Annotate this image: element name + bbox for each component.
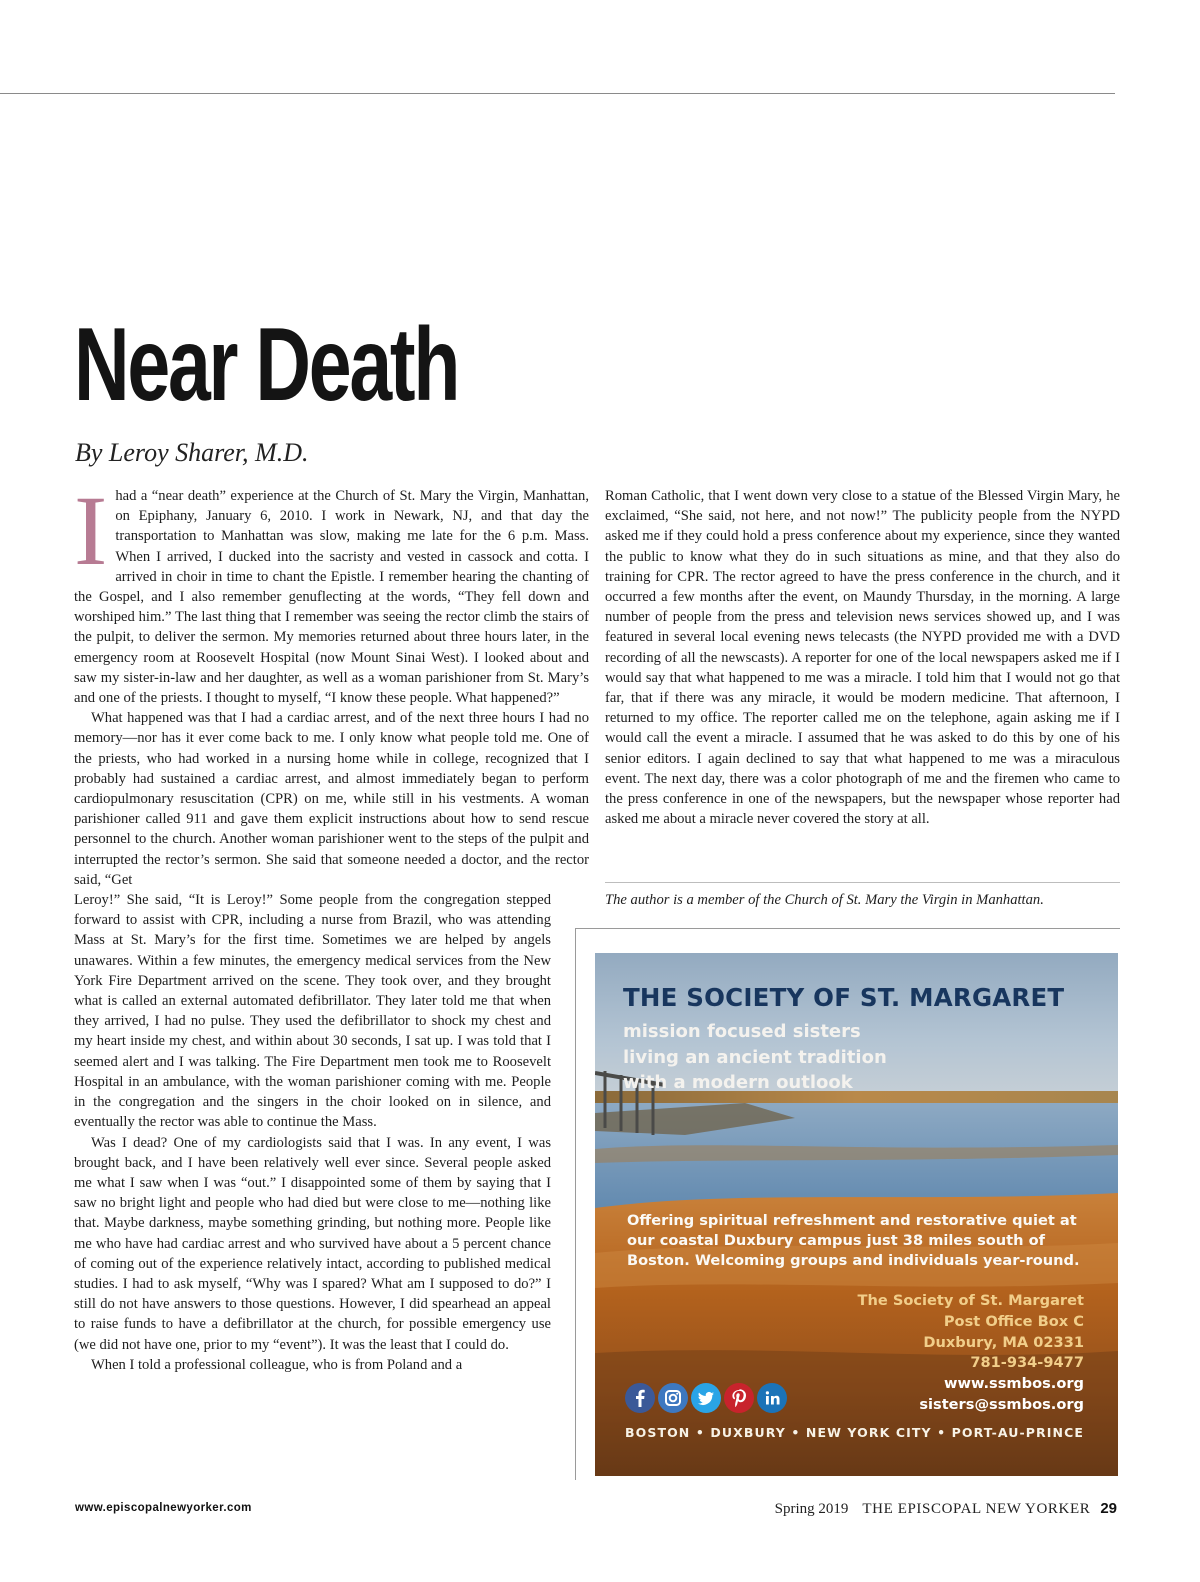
ad-tagline-line: mission focused sisters xyxy=(623,1021,861,1042)
author-note: The author is a member of the Church of St. Mary the Virgin in Manhattan. xyxy=(605,892,1044,908)
footer-issue: Spring 2019 xyxy=(774,1501,849,1517)
ad-locations: BOSTON • DUXBURY • NEW YORK CITY • PORT-AU-PRINCE xyxy=(625,1425,1084,1440)
society-advertisement[interactable] xyxy=(595,953,1118,1476)
ad-contact-block xyxy=(858,1291,1084,1416)
top-rule xyxy=(0,93,1115,94)
paragraph-1-text: had a “near death” experience at the Church of St. Mary the Virgin, Manhattan, on Epiphany, January 6, 2010. I work in Newark, NJ, and that day the transportation to Manhattan was slow, making me late for the 6 p.m. Mass. When I arrived, I ducked into the sacristy and vested in cassock and cotta. I arrived in choir in time to chant the Epistle. I remember hearing the chanting of the Gospel, and I also remember genuflecting at the words, “They fell down and worshiped him.” The last thing that I remember was seeing the rector climb the stairs of the pulpit, to deliver the sermon. My memories returned about three hours later, in the emergency room at Roosevelt Hospital (now Mount Sinai West). I looked about and saw my sister-in-law and her daughter, as well as a woman parishioner from St. Mary’s and one of the priests. I thought to myself, “I know these people. What happened?” xyxy=(74,488,589,707)
ad-website-link[interactable]: www.ssmbos.org xyxy=(943,1375,1084,1393)
ad-contact-city: Duxbury, MA 02331 xyxy=(923,1333,1084,1351)
ad-contact-name: The Society of St. Margaret xyxy=(857,1292,1084,1309)
ad-contact-phone[interactable]: 781-934-9477 xyxy=(970,1354,1084,1372)
instagram-icon[interactable] xyxy=(658,1383,688,1413)
article-title: Near Death xyxy=(74,307,459,423)
paragraph-2: What happened was that I had a cardiac arrest, and of the next three hours I had no memory—nor has it ever come back to me. I only know what people told me. One of the priests, who had worked in a nursing home while in college, recognized that I probably had sustained a cardiac arrest, and almost immediately began to perform cardiopulmonary resuscitation (CPR) on me, while still in his vestments. A woman parishioner called 911 and gave them explicit instructions about how to send rescue personnel to the church. Another woman parishioner went to the steps of the pulpit and interrupted the rector’s sermon. She said that someone needed a doctor, and the rector said, “Get xyxy=(74,710,589,888)
page-number: 29 xyxy=(1100,1500,1117,1517)
author-note-divider xyxy=(605,882,1120,883)
ad-frame-left xyxy=(575,928,576,1480)
footer-folio xyxy=(775,1499,1117,1519)
paragraph-3: Was I dead? One of my cardiologists said that I was. In any event, I was brought back, and I have been relatively well ever since. Several people asked me what I saw when I was “out.” I disappointed some of them by saying that I saw no bright light and people who had died but were close to me—nothing like that. Maybe darkness, maybe something grinding, but nothing more. People like me who have had cardiac arrest and who survived have about a 5 percent chance of coming out of the experience relatively intact, according to published medical studies. I had to ask myself, “Why was I spared? What am I supposed to do?” I still do not have answers to those questions. However, I did spearhead an appeal to raise funds to have a defibrillator at the church, for possible emergency use (we did not have one, prior to my “event”). It was the least that I could do. xyxy=(74,1134,551,1353)
pinterest-icon[interactable] xyxy=(724,1383,754,1413)
drop-cap: I xyxy=(74,475,108,586)
ad-title: THE SOCIETY OF ST. MARGARET xyxy=(623,983,1065,1012)
ad-email-link[interactable]: sisters@ssmbos.org xyxy=(919,1395,1084,1413)
footer-publication: THE EPISCOPAL NEW YORKER xyxy=(862,1501,1091,1517)
byline: By Leroy Sharer, M.D. xyxy=(75,438,309,467)
ad-frame-top xyxy=(575,928,1120,929)
footer-website[interactable]: www.episcopalnewyorker.com xyxy=(75,1502,252,1514)
article-column-right xyxy=(605,486,1120,829)
paragraph-2-continued: Leroy!” She said, “It is Leroy!” Some people from the congregation stepped forward to assist with CPR, including a nurse from Brazil, who was attending Mass at St. Mary’s for the first time. Sometimes we are helped by angels unawares. Within a few minutes, the emergency medical services from the New York Fire Department arrived on the scene. They took over, and they brought what is called an external automated defibrillator. They later told me that when they arrived, I had no pulse. They used the defibrillator to shock my chest and my heart inside my chest, and within about 30 seconds, I sat up. I was told that I seemed alert and I was talking. The Fire Department men took me to Roosevelt Hospital in an ambulance, with the woman parishioner coming with me. People in the congregation and the singers in the choir looked on in silence, and eventually the rector was able to continue the Mass. xyxy=(74,892,551,1131)
paragraph-5: Roman Catholic, that I went down very close to a statue of the Blessed Virgin Mary, he exclaimed, “She said, not here, and not now!” The publicity people from the NYPD asked me if they could hold a press conference about my experience, since they wanted the public to know what they do in such situations as mine, and that they also do training for CPR. The rector agreed to have the press conference in the church, and it occurred a few months after the event, on Maundy Thursday, in the morning. A large number of people from the press and television news services showed up, and I was featured in several local evening news telecasts (the NYPD provided me with a DVD recording of all the newscasts). A reporter for one of the local newspapers asked me if I would say that what happened to me was a miracle. I told him that I would not go that far, that if there was any miracle, it would be modern medicine. That afternoon, I returned to my office. The reporter called me on the telephone, again asking me if I would call the event a miracle. I assumed that he was asked to do this by one of his senior editors. I again declined to say that what happened to me was a miraculous event. The next day, there was a color photograph of me and the firemen who came to the press conference in one of the newspapers, but the newspaper whose reporter had asked me about a miracle never covered the story at all. xyxy=(605,488,1120,828)
ad-tagline-line: living an ancient tradition xyxy=(623,1046,887,1068)
ad-contact-box: Post Office Box C xyxy=(943,1312,1084,1330)
linkedin-icon[interactable] xyxy=(757,1383,787,1413)
facebook-icon[interactable] xyxy=(625,1383,655,1413)
ad-wrap-region xyxy=(74,890,551,1375)
paragraph-4: When I told a professional colleague, who is from Poland and a xyxy=(91,1356,463,1373)
twitter-icon[interactable] xyxy=(691,1383,721,1413)
ad-tagline-line: with a modern outlook xyxy=(623,1072,853,1093)
ad-tagline xyxy=(623,1019,953,1096)
ad-offer-text: Offering spiritual refreshment and restorative quiet at our coastal Duxbury campus just 38 miles south of Boston. Welcoming groups and individuals year-round. xyxy=(627,1212,1080,1269)
article-column-left xyxy=(74,475,589,1375)
paragraph-1 xyxy=(74,475,589,708)
